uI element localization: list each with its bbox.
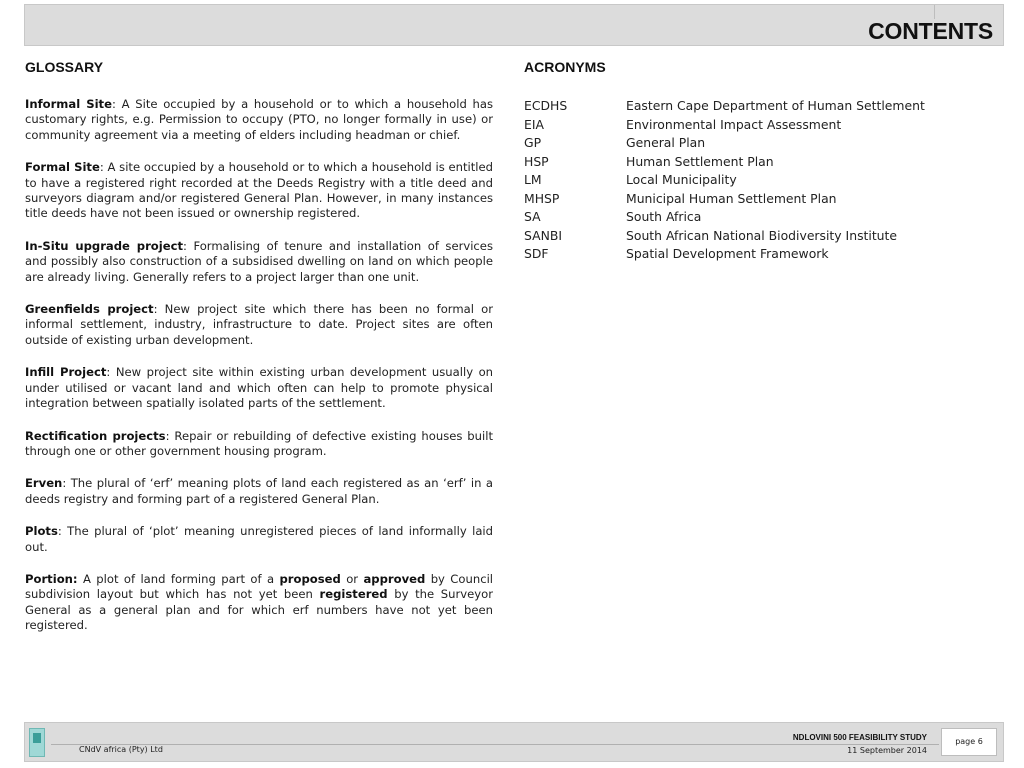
glossary-term: Informal Site [25,97,112,111]
glossary-definition: New project site within existing urban development usually on under utilised or vacant land and which often can help to promote physical integration between spatially isolated parts of the settlement. [25,365,494,411]
acronym-code: GP [524,135,542,150]
acronym-code: SDF [524,246,549,261]
acronym-definition: Eastern Cape Department of Human Settlement [626,98,925,113]
glossary-emphasis: registered [319,587,388,602]
glossary-separator: : [111,97,122,111]
acronyms-heading: ACRONYMS [524,59,606,75]
glossary-term: Portion: [25,571,78,586]
acronym-definition: Human Settlement Plan [626,153,774,169]
glossary-separator: : [62,476,71,491]
glossary-entry-infill [25,365,493,411]
glossary-definition-part: by the Surveyor General as a general plan and for which erf numbers have not yet been registered. [25,587,493,633]
glossary-heading: GLOSSARY [25,59,104,75]
glossary-term: Formal Site [25,160,100,175]
logo-mark [33,733,41,743]
glossary-term: Greenfields project [25,302,154,317]
glossary-definition: The plural of ‘erf’ meaning plots of land each registered as an ‘erf’ in a deeds registry and forming part of a registered General Plan. [25,476,494,506]
glossary-separator: : [106,365,116,380]
acronym-definition: Municipal Human Settlement Plan [626,190,837,206]
acronym-definition: Environmental Impact Assessment [626,116,842,132]
glossary-entry-rectification [25,429,493,460]
header-divider [934,5,935,19]
glossary-term: Infill Project [25,365,107,380]
glossary-emphasis: approved [363,571,426,586]
glossary-definition-part: by Council subdivision layout but which has not yet been [25,571,494,602]
acronym-code: ECDHS [524,98,568,113]
glossary-entry-portion [25,572,493,634]
glossary-separator: : [99,160,108,175]
glossary-entry-informal-site [25,97,493,143]
glossary-definition: A Site occupied by a household or to which a household has customary rights, e.g. Permission to occupy (PTO, no longer formally in use) or community agreement via a meeting of elders including headman or chief. [25,97,493,142]
glossary-entry-greenfields [25,302,493,348]
acronym-row [524,171,1004,190]
glossary-entry-plots [25,524,493,555]
acronym-code: SANBI [524,227,562,243]
acronyms-list [524,97,1004,264]
acronym-code: LM [524,172,542,187]
glossary-entry-formal-site [25,160,493,222]
glossary-term: Erven [25,476,63,491]
glossary-definition-part: or [340,571,364,586]
page-number: page 6 [941,728,997,756]
glossary-emphasis: proposed [279,571,341,586]
glossary-term: In-Situ upgrade project [25,238,184,253]
footer-bar [24,722,1004,762]
footer-divider [51,744,939,745]
acronym-definition: General Plan [626,135,706,150]
acronym-row [524,153,1004,172]
glossary-definition: New project site which there has been no formal or informal settlement, industry, infrastructure to date. Project sites are often outside of existing urban development. [25,302,493,347]
glossary-separator: : [183,238,194,253]
glossary-definition: A site occupied by a household or to which a household is entitled to have a registered right recorded at the Deeds Registry with a title deed and surveyors diagram and/or registered General Plan. However, in many instances title deeds have not been issued or ownership registered. [25,160,494,221]
glossary-definition-part: A plot of land forming part of a [77,571,280,586]
acronym-code: HSP [524,153,549,169]
glossary-separator: : [57,524,68,539]
glossary-term: Rectification projects [25,428,166,443]
page-title: CONTENTS [868,18,993,44]
glossary-separator: : [153,302,165,317]
acronym-row [524,227,1004,246]
acronym-definition: Local Municipality [626,172,737,187]
cndv-logo-icon [29,728,45,757]
glossary-definition: Formalising of tenure and installation of services and possibly also construction of a subsidised dwelling on land on which people are already living. Generally refers to a project larger than one unit. [25,238,493,284]
acronym-code: EIA [524,116,544,132]
study-title: NDLOVINI 500 FEASIBILITY STUDY [792,733,927,742]
glossary-definition: The plural of ‘plot’ meaning unregistered pieces of land informally laid out. [25,524,493,554]
glossary-entry-in-situ-upgrade [25,239,493,285]
acronym-definition: South Africa [626,209,702,224]
glossary-entry-erven [25,476,493,507]
acronym-row [524,245,1004,264]
acronym-row [524,134,1004,153]
acronym-row [524,97,1004,116]
acronym-row [524,190,1004,209]
acronym-definition: South African National Biodiversity Institute [626,227,898,243]
acronym-row [524,208,1004,227]
acronym-definition: Spatial Development Framework [626,246,829,261]
company-name: CNdV africa (Pty) Ltd [79,745,163,754]
acronym-code: MHSP [524,190,560,206]
glossary-list [25,97,493,651]
document-date: 11 September 2014 [847,746,927,755]
acronym-code: SA [524,209,541,224]
glossary-separator: : [165,428,175,443]
glossary-term: Plots [25,524,58,539]
header-bar [24,4,1004,46]
acronym-row [524,116,1004,135]
glossary-definition: Repair or rebuilding of defective existing houses built through one or other government housing program. [25,428,493,458]
